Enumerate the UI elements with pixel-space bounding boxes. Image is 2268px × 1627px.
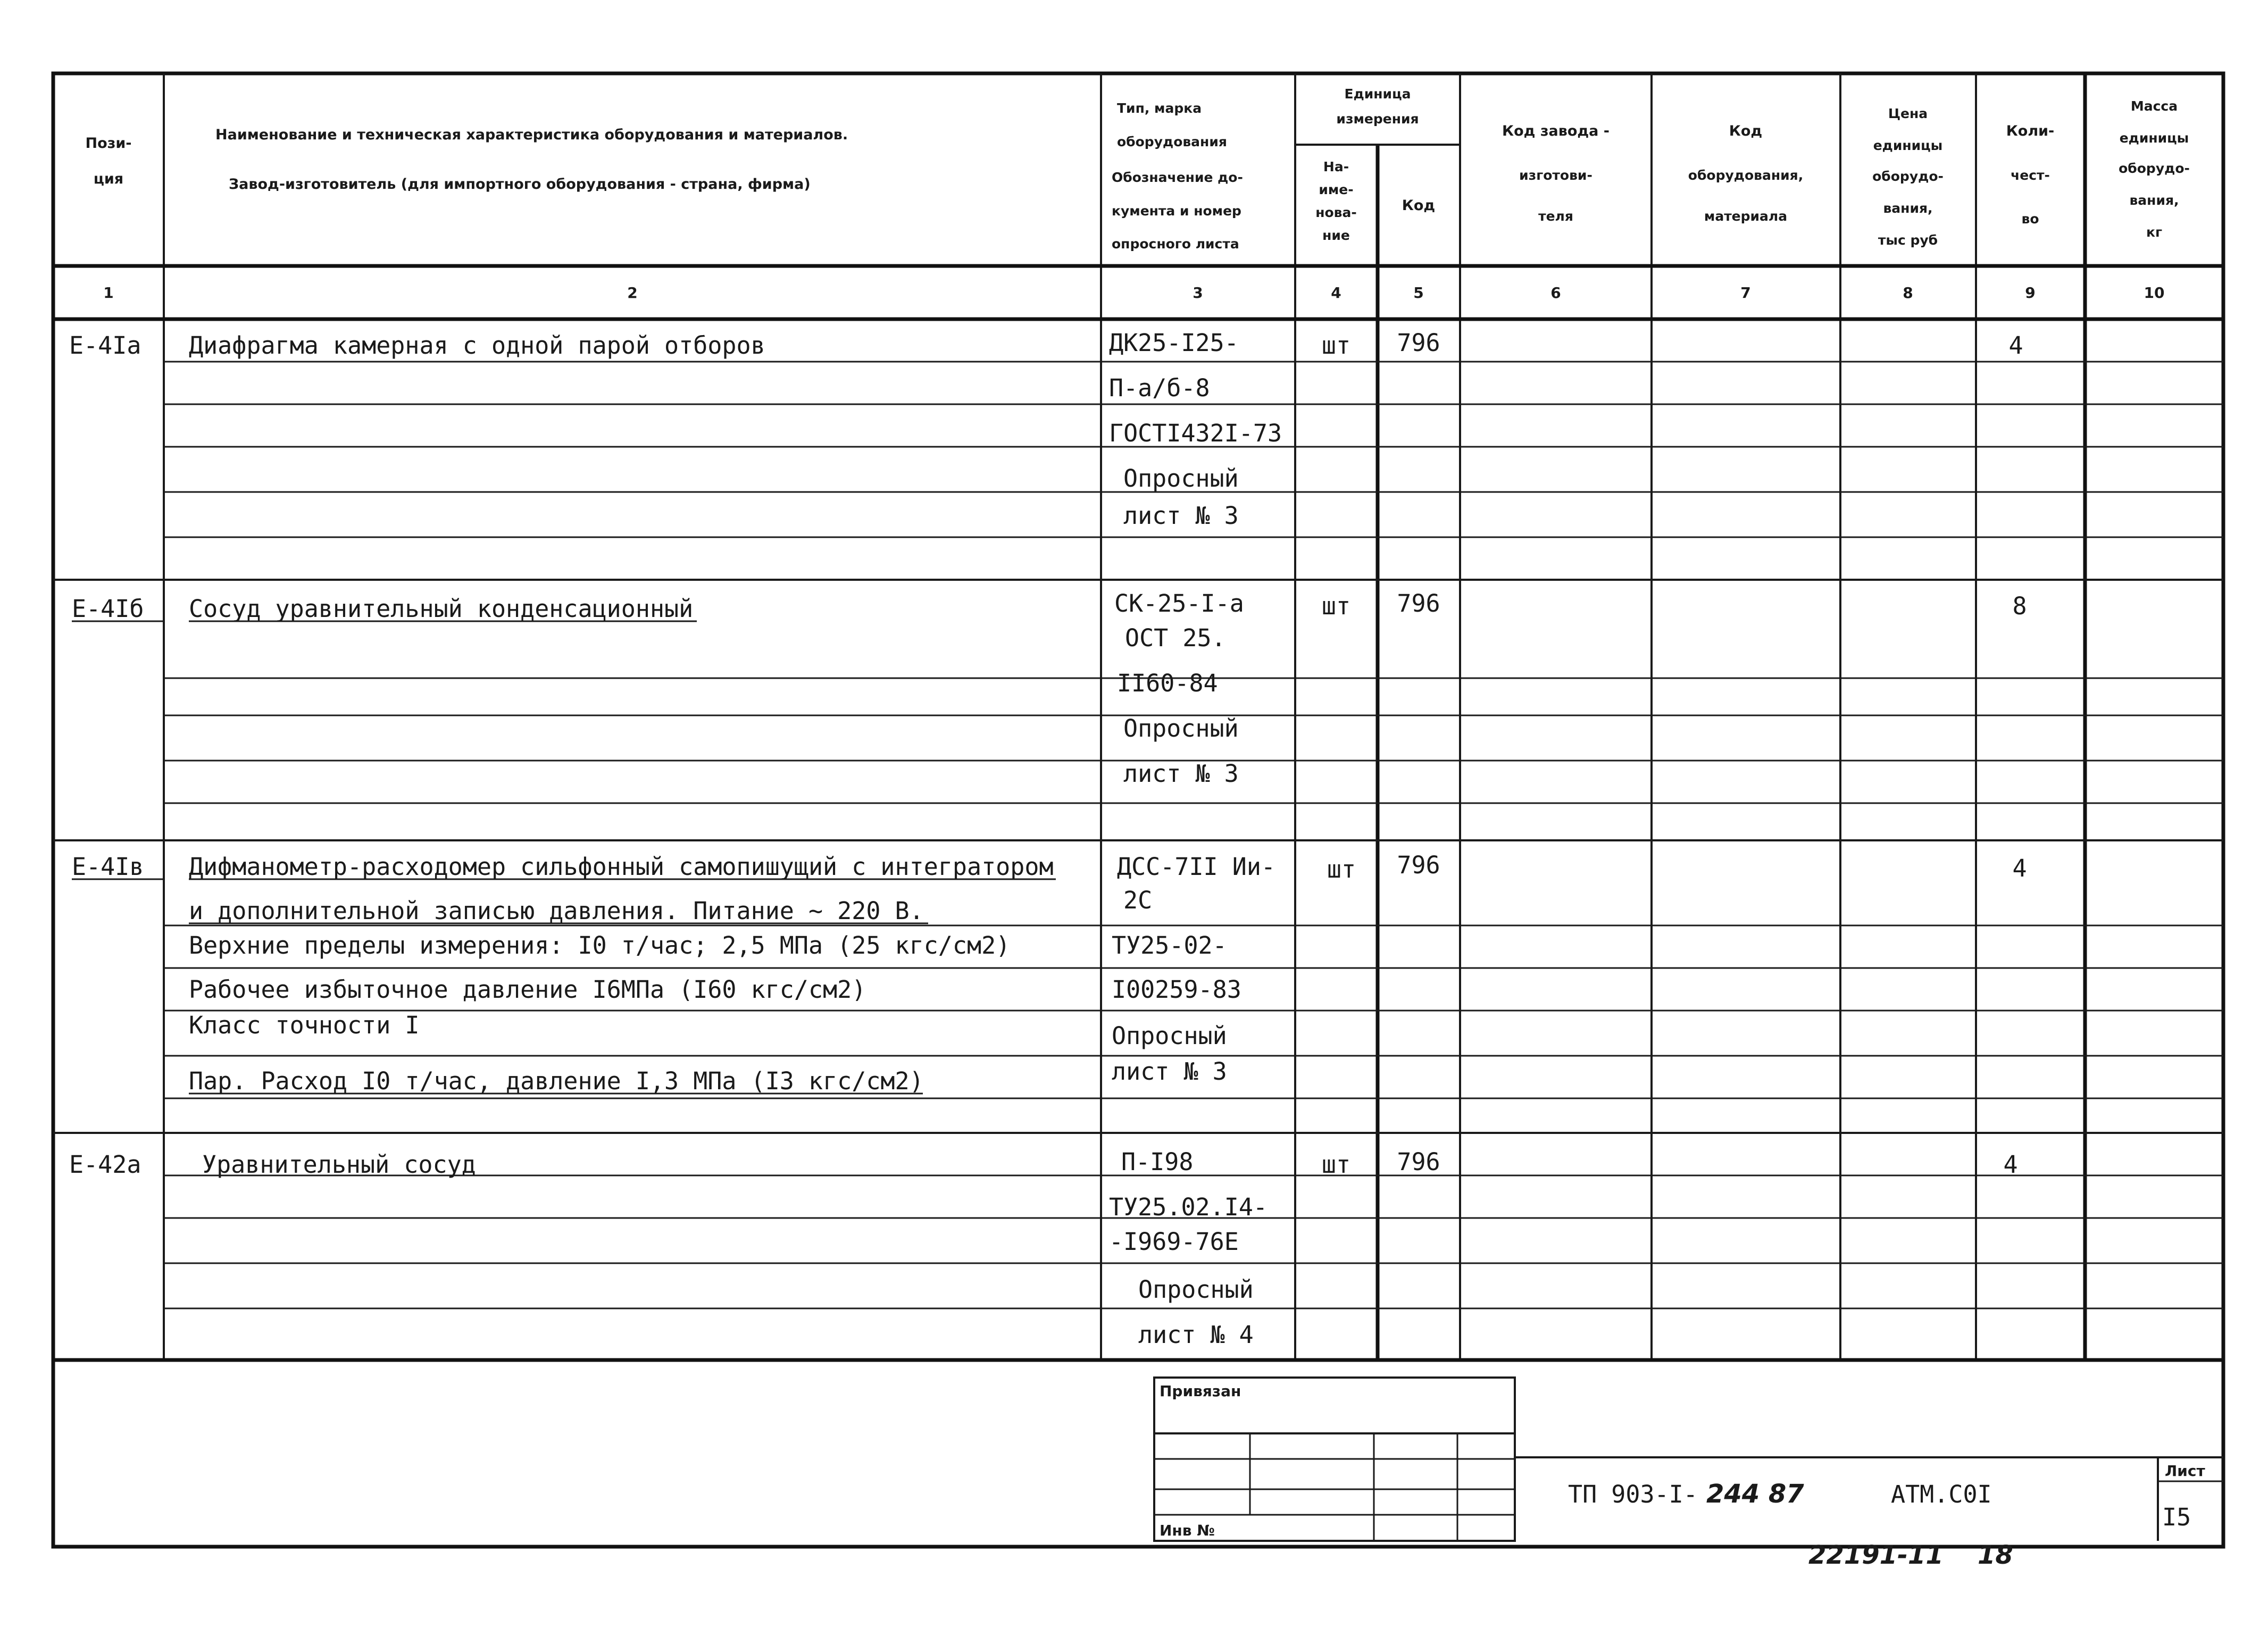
header-unit-group-line2: измерения — [1336, 111, 1419, 127]
row-position: Е-4Iа — [69, 331, 141, 360]
archive-number-handwritten: 22191-11 — [1808, 1540, 1944, 1570]
header-price-line1: Цена — [1888, 106, 1928, 121]
row-name-line: Класс точности I — [189, 1011, 420, 1039]
header-factory-code-line1: Код завода - — [1502, 123, 1610, 139]
column-number-7: 7 — [1740, 284, 1751, 302]
header-mass-line5: кг — [2146, 224, 2163, 240]
row-type-line: Опросный — [1138, 1275, 1254, 1304]
row-type-line: Опросный — [1123, 714, 1239, 742]
column-number-1: 1 — [103, 284, 114, 302]
row-position: Е-4Iб — [72, 595, 144, 623]
header-price-line4: вания, — [1883, 201, 1933, 216]
column-number-6: 6 — [1550, 284, 1561, 302]
header-factory-code-line2: изготови- — [1519, 168, 1592, 183]
row-name-line: Пар. Расход I0 т/час, давление I,3 МПа (I3 кгс/см2) — [189, 1067, 924, 1095]
row-name-line: Сосуд уравнительный конденсационный — [189, 595, 694, 623]
header-quantity-line3: во — [2021, 211, 2039, 227]
column-number-3: 3 — [1193, 284, 1203, 302]
row-unit: шт — [1327, 855, 1356, 883]
row-unit: шт — [1321, 331, 1351, 360]
header-position-line2: ция — [93, 171, 124, 187]
column-numbers-row — [103, 284, 2164, 302]
row-type-line: лист № 4 — [1138, 1321, 1254, 1349]
column-number-4: 4 — [1331, 284, 1341, 302]
column-number-8: 8 — [1903, 284, 1913, 302]
header-unit-name-line1: На- — [1323, 159, 1349, 174]
header-unit-name-line2: име- — [1319, 182, 1354, 197]
row-type-line: лист № 3 — [1123, 502, 1239, 530]
row-type-line: 2С — [1123, 886, 1153, 914]
row-position: Е-42а — [69, 1150, 141, 1179]
row-name-line: Уравнительный сосуд — [202, 1150, 476, 1179]
doc-code: АТМ.С0I — [1891, 1480, 1992, 1508]
row-type-line: ДК25-I25- — [1109, 329, 1239, 357]
row-type-line: ТУ25-02- — [1112, 931, 1227, 959]
column-number-5: 5 — [1413, 284, 1424, 302]
row-type-line: ГОСТI432I-73 — [1109, 419, 1282, 447]
header-price-line2: единицы — [1873, 138, 1943, 153]
row-type-line: -I969-76Е — [1109, 1228, 1239, 1256]
row-unit: шт — [1321, 592, 1351, 620]
row-type-line: ДСС-7II Ии- — [1117, 853, 1276, 881]
header-name-line2: Завод-изготовитель (для импортного оборудования - страна, фирма) — [229, 176, 811, 193]
title-block — [1154, 1378, 2223, 1541]
row-name-line: Рабочее избыточное давление I6МПа (I60 кгс/см2) — [189, 975, 866, 1004]
header-type-line5: опросного листа — [1112, 236, 1239, 252]
column-number-9: 9 — [2025, 284, 2036, 302]
header-name-line1: Наименование и техническая характеристика оборудования и материалов. — [215, 127, 848, 143]
row-position: Е-4Iв — [72, 853, 144, 881]
row-name-line: Диафрагма камерная с одной парой отборов — [189, 331, 765, 360]
header-price-line3: оборудо- — [1872, 169, 1944, 184]
row-type-line: II60-84 — [1117, 669, 1218, 697]
table-header — [86, 86, 2190, 252]
header-position-line1: Пози- — [85, 135, 132, 152]
header-unit-name-line3: нова- — [1315, 205, 1357, 220]
stamp-inventory-label: Инв № — [1160, 1522, 1215, 1539]
footer — [1808, 1540, 2013, 1570]
row-type-line: ТУ25.02.I4- — [1109, 1193, 1268, 1221]
header-factory-code-line3: теля — [1538, 208, 1573, 224]
header-equipment-code-line3: материала — [1704, 208, 1788, 224]
row-quantity: 4 — [2012, 854, 2027, 882]
column-number-2: 2 — [627, 284, 638, 302]
row-type-line: СК-25-I-а — [1114, 589, 1244, 618]
header-quantity-line2: чест- — [2011, 168, 2050, 183]
header-type-line2: оборудования — [1117, 134, 1227, 149]
table-row — [72, 589, 2027, 788]
header-equipment-code-line1: Код — [1729, 123, 1763, 139]
header-mass-line2: единицы — [2119, 130, 2189, 146]
row-type-line: ОСТ 25. — [1125, 624, 1226, 652]
row-type-line: П-а/б-8 — [1109, 374, 1210, 402]
header-unit-code: Код — [1402, 197, 1436, 214]
row-type-line: лист № 3 — [1123, 760, 1239, 788]
column-number-10: 10 — [2144, 284, 2165, 302]
row-quantity: 8 — [2012, 592, 2027, 620]
row-unit-code: 796 — [1397, 589, 1440, 618]
header-mass-line4: вания, — [2129, 193, 2179, 208]
header-mass-line1: Масса — [2130, 98, 2178, 114]
header-unit-group-line1: Единица — [1344, 86, 1411, 102]
row-name-line: Верхние пределы измерения: I0 т/час; 2,5 МПа (25 кгс/см2) — [189, 931, 1011, 959]
sheet-label: Лист — [2165, 1462, 2205, 1480]
header-type-line1: Тип, марка — [1117, 101, 1202, 116]
doc-number-handwritten: 244 87 — [1706, 1479, 1804, 1509]
header-price-line5: тыс руб — [1878, 232, 1938, 248]
row-unit-code: 796 — [1397, 329, 1440, 357]
stamp-bound-label: Привязан — [1160, 1382, 1241, 1400]
row-quantity: 4 — [2008, 331, 2023, 360]
header-quantity-line1: Коли- — [2006, 123, 2055, 139]
header-type-line3: Обозначение до- — [1112, 170, 1243, 185]
sheet-number: I5 — [2162, 1503, 2191, 1531]
header-equipment-code-line2: оборудования, — [1688, 168, 1804, 183]
table-row — [69, 329, 2023, 530]
row-type-line: П-I98 — [1121, 1148, 1194, 1176]
row-type-line: Опросный — [1123, 464, 1239, 493]
doc-number-prefix: ТП 903-I- — [1568, 1480, 1698, 1508]
row-type-line: Опросный — [1112, 1022, 1227, 1050]
row-name-line: и дополнительной записью давления. Питание ~ 220 В. — [189, 897, 924, 925]
table-row — [69, 1148, 2018, 1349]
row-unit: шт — [1321, 1150, 1351, 1179]
header-mass-line3: оборудо- — [2119, 161, 2190, 176]
row-name-line: Дифманометр-расходомер сильфонный самопишущий с интегратором — [189, 853, 1054, 881]
table-row — [72, 851, 2027, 1095]
row-quantity: 4 — [2003, 1150, 2018, 1179]
row-unit-code: 796 — [1397, 851, 1440, 879]
page-number-handwritten: 18 — [1978, 1540, 2013, 1570]
row-unit-code: 796 — [1397, 1148, 1440, 1176]
header-unit-name-line4: ние — [1322, 228, 1350, 243]
header-type-line4: кумента и номер — [1112, 203, 1241, 219]
row-type-line: I00259-83 — [1112, 975, 1241, 1004]
row-type-line: лист № 3 — [1112, 1057, 1227, 1086]
